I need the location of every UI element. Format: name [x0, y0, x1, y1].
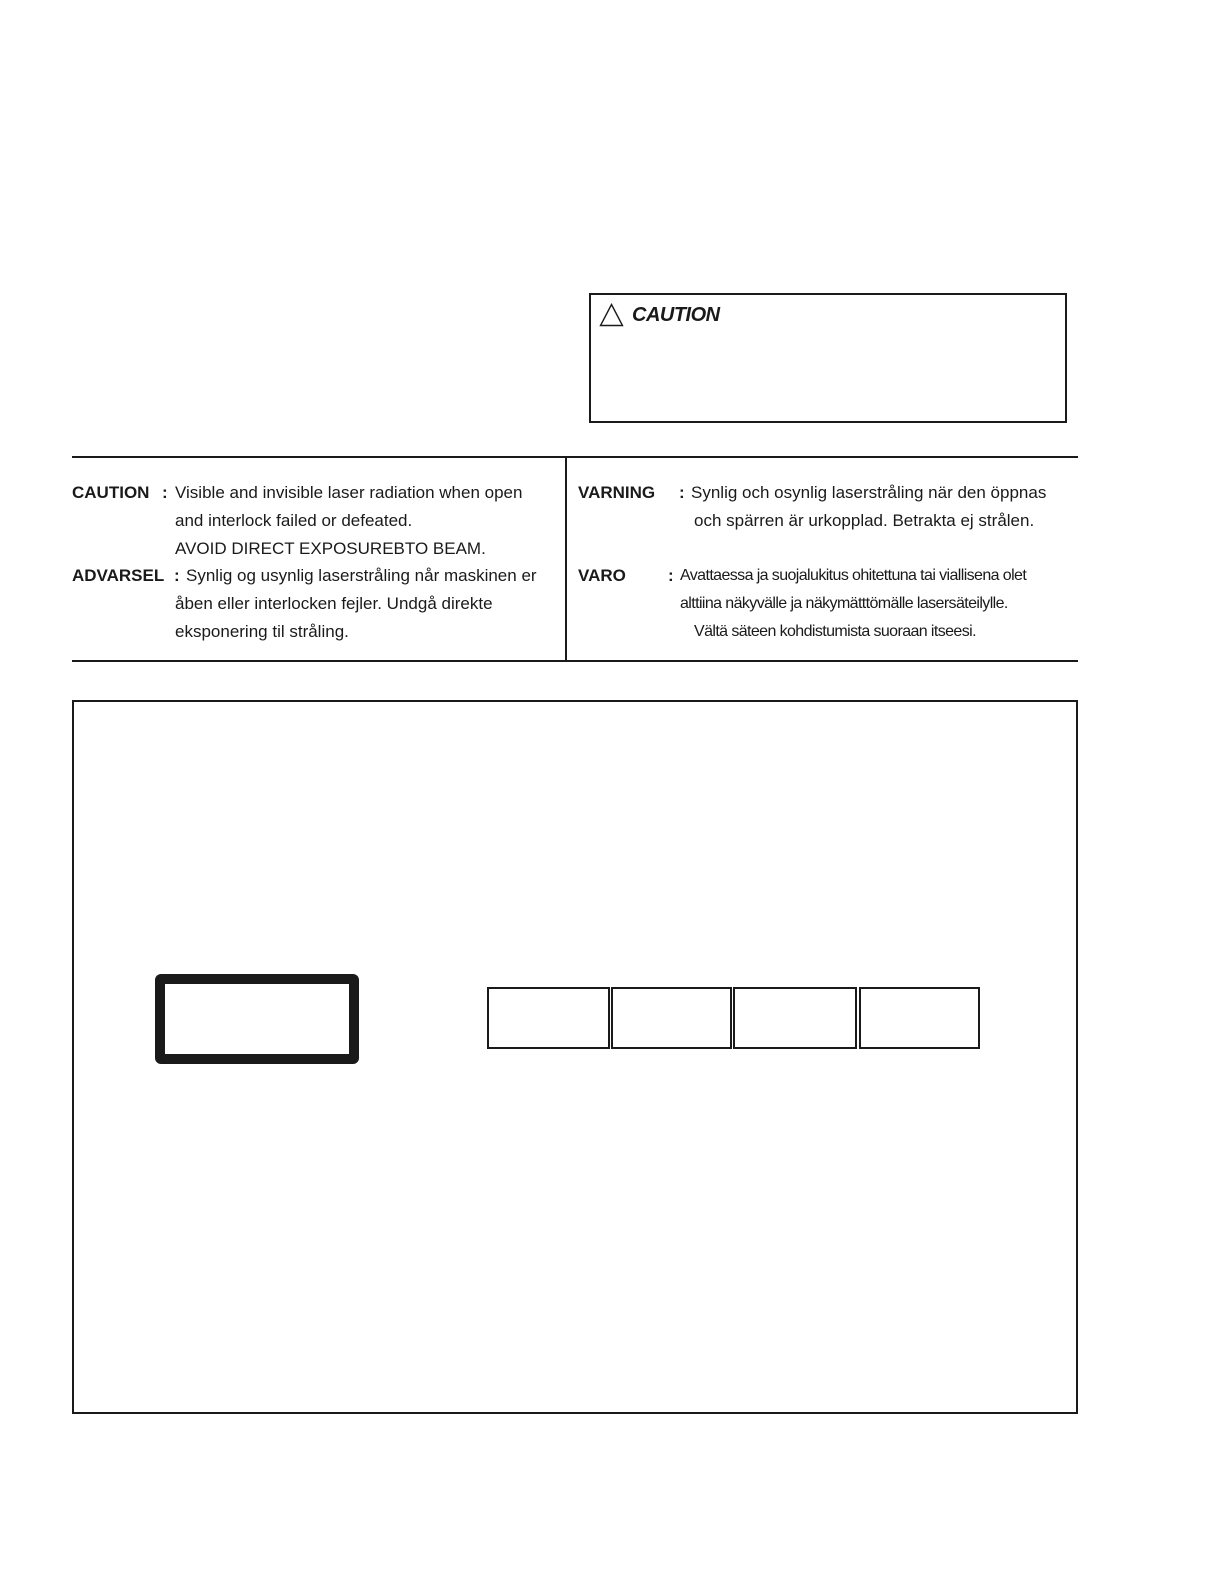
warning-line: and interlock failed or defeated.	[175, 511, 413, 530]
warning-colon: :	[668, 566, 674, 585]
label-cell	[733, 987, 857, 1049]
warning-label: CAUTION	[72, 483, 150, 502]
warning-label: VARNING	[578, 483, 656, 502]
warning-colon: :	[174, 566, 180, 585]
caution-header	[599, 303, 720, 327]
product-label-panel	[72, 700, 1078, 1414]
warning-label: ADVARSEL	[72, 566, 165, 585]
caution-box	[589, 293, 1067, 423]
warning-line: eksponering til stråling.	[175, 622, 349, 641]
column-divider	[565, 458, 567, 660]
label-cell	[611, 987, 732, 1049]
warning-line: och spärren är urkopplad. Betrakta ej strålen.	[694, 511, 1035, 530]
warning-line: Synlig og usynlig laserstråling når maskinen er	[186, 566, 537, 585]
warning-colon: :	[162, 483, 168, 502]
laser-class-label-frame	[155, 974, 359, 1064]
warning-line: åben eller interlocken fejler. Undgå direkte	[175, 594, 493, 613]
warning-line: Visible and invisible laser radiation when open	[175, 483, 523, 502]
warning-line: Vältä säteen kohdistumista suoraan itseesi.	[694, 623, 976, 640]
label-cell	[487, 987, 610, 1049]
warning-colon: :	[679, 483, 685, 502]
warning-triangle-icon	[599, 303, 632, 327]
laser-warning-table	[72, 456, 1078, 662]
label-cell	[859, 987, 980, 1049]
caution-title: CAUTION	[632, 303, 720, 326]
warning-line: AVOID DIRECT EXPOSUREBTO BEAM.	[175, 539, 486, 558]
warning-line: Avattaessa ja suojalukitus ohitettuna tai viallisena olet	[680, 567, 1027, 584]
warning-line: Synlig och osynlig laserstråling när den öppnas	[691, 483, 1047, 502]
warning-label: VARO	[578, 566, 626, 585]
warning-line: alttiina näkyvälle ja näkymätttömälle lasersäteilylle.	[680, 595, 1008, 612]
